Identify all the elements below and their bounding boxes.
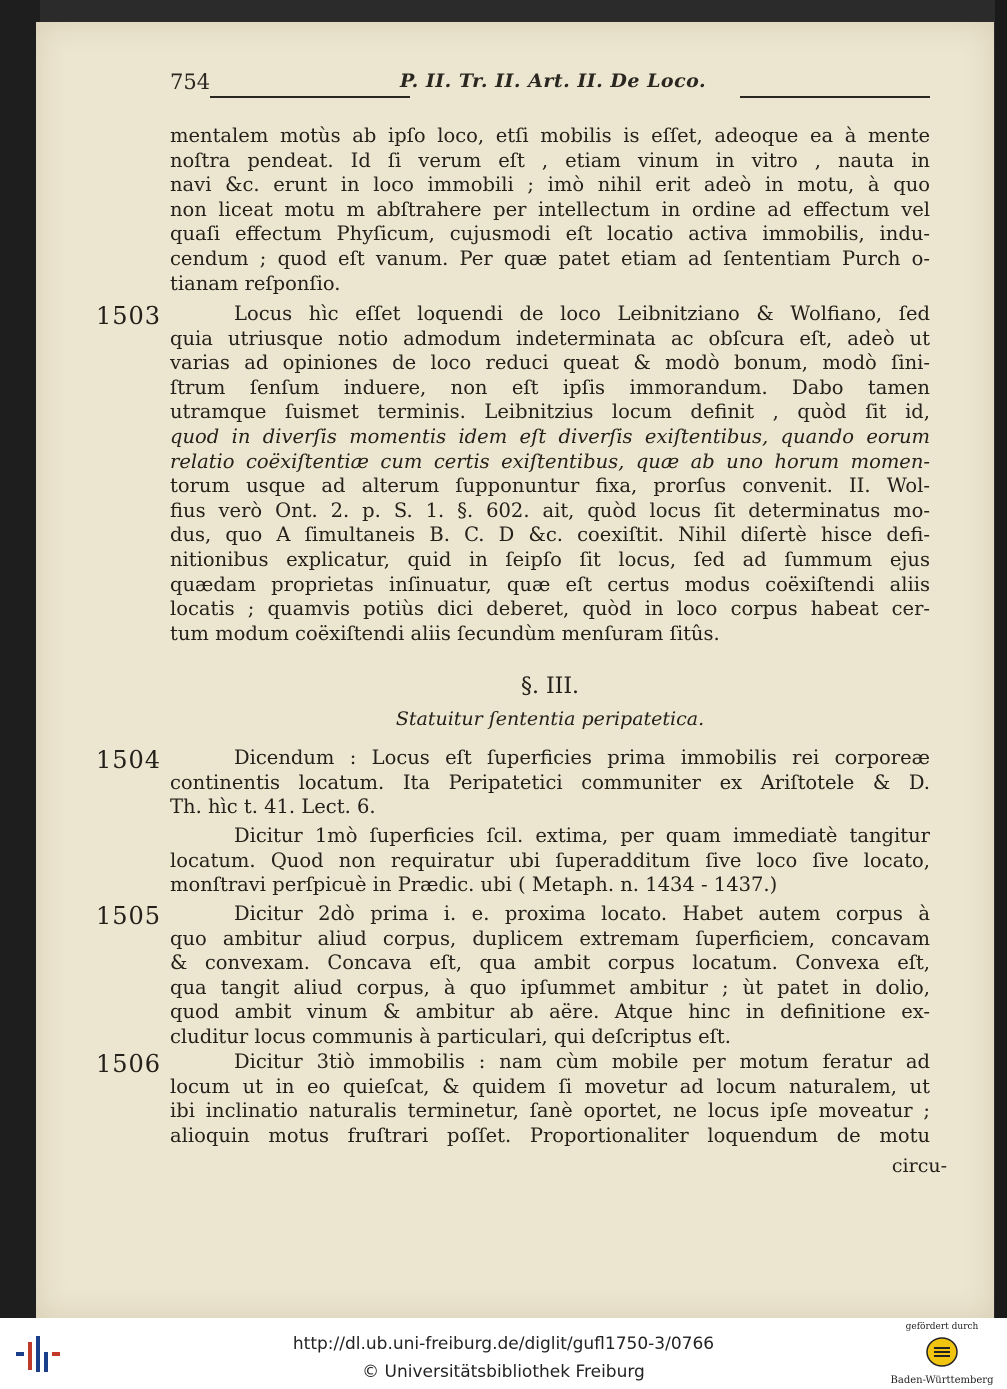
text-line: dus, quo A ſimultaneis B. C. D &c. coexiſtit. Nihil diſertè hisce defi- — [170, 523, 930, 547]
paragraph-1504-continued — [170, 824, 930, 898]
paragraph-1504 — [170, 746, 930, 820]
text-line: quod ambit vinum & ambitur ab aëre. Atque hinc in definitione ex- — [170, 1000, 930, 1024]
text-line: fius verò Ont. 2. p. S. 1. §. 602. ait, quòd locus ſit determinatus mo- — [170, 498, 930, 522]
text-line: Dicendum : Locus eſt ſuperficies prima immobilis rei corporeæ — [234, 746, 930, 769]
text-line: Dicitur 2dò prima i. e. proxima locato. Habet autem corpus à — [234, 902, 930, 925]
text-line: tianam reſponſio. — [170, 271, 341, 295]
copyright-notice: © Universitätsbibliothek Freiburg — [362, 1362, 645, 1382]
text-line: Dicitur 1mò ſuperficies ſcil. extima, per quam immediatè tangitur — [234, 824, 930, 847]
coat-of-arms-icon — [925, 1336, 959, 1368]
text-line: Th. hìc t. 41. Lect. 6. — [170, 795, 376, 819]
text-line: noſtra pendeat. Id ſi verum eſt , etiam vinum in vitro , nauta in — [170, 148, 930, 172]
text-line: qua tangit aliud corpus, à quo ipſummet ambitur ; ùt patet in dolio, — [170, 975, 930, 999]
running-title: P. II. Tr. II. Art. II. De Loco. — [400, 70, 707, 92]
text-line: utramque ſuismet terminis. Leibnitzius locum definit , quòd ſit id, — [170, 400, 930, 424]
text-line: tum modum coëxiſtendi aliis ſecundùm menſuram ſitûs. — [170, 621, 720, 645]
text-line: monſtravi perſpicuè in Prædic. ubi ( Metaph. n. 1434 - 1437.) — [170, 873, 778, 897]
text-line: quod in diverſis momentis idem eſt diverſis exiſtentibus, quando eorum — [170, 424, 930, 448]
text-line: & convexam. Concava eſt, qua ambit corpus locatum. Convexa eſt, — [170, 951, 930, 975]
text-line: cendum ; quod eſt vanum. Per quæ patet etiam ad ſententiam Purch o- — [170, 246, 930, 270]
paragraph-1506 — [170, 1050, 930, 1148]
section-heading: §. III. — [520, 674, 580, 699]
catchword: circu- — [891, 1155, 947, 1177]
text-line: mentalem motùs ab ipſo loco, etſi mobilis is eſſet, adeoque ea à mente — [170, 124, 930, 147]
header-rule-right — [740, 96, 930, 98]
scan-background-left — [0, 0, 40, 1318]
marginal-number-1503: 1503 — [96, 302, 162, 330]
header-rule-left — [210, 96, 410, 98]
scan-background-right — [995, 0, 1007, 1318]
text-line: relatio coëxiſtentiæ cum certis exiſtentibus, quæ ab uno horum momen- — [170, 449, 930, 473]
sponsor-caption: gefördert durch — [905, 1322, 979, 1332]
text-line: locatum. Quod non requiratur ubi ſuperadditum ſive loco ſive locato, — [170, 848, 930, 872]
text-line: quædam proprietas inſinuatur, quæ eſt certus modus coëxiſtendi aliis — [170, 572, 930, 596]
text-line: locum ut in eo quieſcat, & quidem ſi movetur ad locum naturalem, ut — [170, 1074, 930, 1098]
text-line: Locus hìc eſſet loquendi de loco Leibnitziano & Wolfiano, ſed — [234, 302, 930, 325]
marginal-number-1504: 1504 — [96, 746, 162, 774]
text-line: nitionibus explicatur, quid in ſeipſo ſit locus, ſed ad ſummum ejus — [170, 547, 930, 571]
page-number: 754 — [170, 70, 211, 94]
section-subtitle: Statuitur ſententia peripatetica. — [395, 708, 705, 730]
text-line: quo ambitur aliud corpus, duplicem extremam ſuperficiem, concavam — [170, 926, 930, 950]
document-url-link[interactable]: http://dl.ub.uni-freiburg.de/diglit/gufl1750-3/0766 — [292, 1334, 715, 1354]
text-line: locatis ; quamvis potiùs dici deberet, quòd in loco corpus habeat cer- — [170, 597, 930, 621]
text-line: non liceat motu m abſtrahere per intellectum in ordine ad effectum vel — [170, 197, 930, 221]
text-line: ſtrum ſenſum induere, non eſt ipſis immorandum. Dabo tamen — [170, 375, 930, 399]
text-line: continentis locatum. Ita Peripatetici communiter ex Ariſtotele & D. — [170, 770, 930, 794]
sponsor-name: Baden-Württemberg — [890, 1375, 994, 1386]
footer-bar — [0, 1318, 1007, 1389]
text-line: cluditur locus communis à particulari, qui deſcriptus eſt. — [170, 1024, 731, 1048]
paragraph-1503 — [170, 302, 930, 646]
paragraph-continuation — [170, 124, 930, 296]
text-line: quia utriusque notio admodum indeterminata ac obſcura eſt, adeò ut — [170, 326, 930, 350]
sponsor-block — [887, 1322, 997, 1386]
marginal-number-1506: 1506 — [96, 1050, 162, 1078]
text-line: navi &c. erunt in loco immobili ; imò nihil erit adeò in motu, à quo — [170, 173, 930, 197]
text-line: torum usque ad alterum ſupponuntur fixa, prorſus convenit. II. Wol- — [170, 474, 930, 498]
marginal-number-1505: 1505 — [96, 902, 162, 930]
text-line: alioquin motus fruſtrari poſſet. Proportionaliter loquendum de motu — [170, 1123, 930, 1147]
text-line: quaſi effectum Phyſicum, cujusmodi eſt locatio activa immobilis, indu- — [170, 222, 930, 246]
text-line: varias ad opiniones de loco reduci queat & modò bonum, modò ſini- — [170, 351, 930, 375]
text-line: Dicitur 3tiò immobilis : nam cùm mobile per motum feratur ad — [234, 1050, 930, 1073]
paragraph-1505 — [170, 902, 930, 1050]
text-line: ibi inclinatio naturalis terminetur, ſanè oportet, ne locus ipſe moveatur ; — [170, 1099, 930, 1123]
